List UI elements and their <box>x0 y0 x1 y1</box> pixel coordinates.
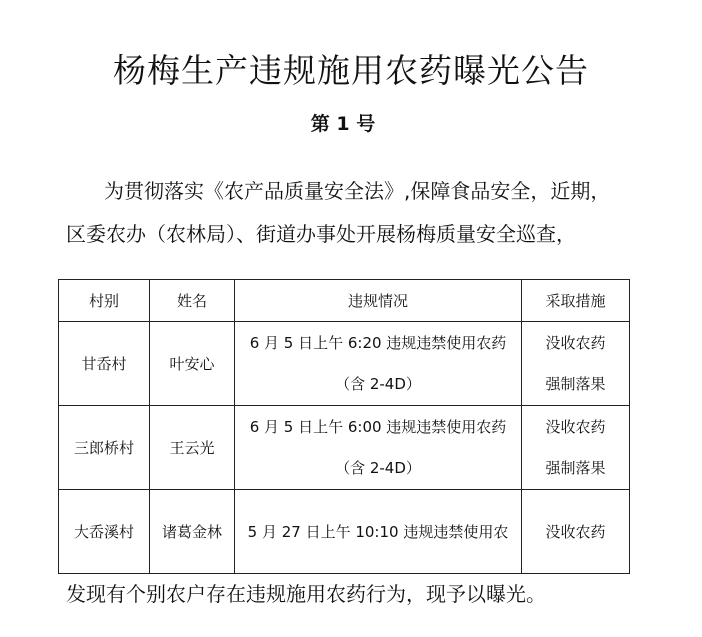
intro-paragraph-line-2: 区委农办（农林局）、街道办事处开展杨梅质量安全巡查， <box>66 222 576 246</box>
measure-line: 没收农药 <box>545 333 606 352</box>
cell-measures <box>522 406 630 490</box>
measure-line: 强制落果 <box>545 374 606 393</box>
document-title: 杨梅生产违规施用农药曝光公告 <box>113 51 589 90</box>
table-row <box>59 406 630 490</box>
violations-table <box>58 279 630 574</box>
violation-line: （含 2-4D） <box>335 458 421 477</box>
violation-line: 6 月 5 日上午 6:20 违规违禁使用农药 <box>249 333 507 352</box>
table-row <box>59 490 630 574</box>
header-violation: 违规情况 <box>235 280 522 322</box>
cell-name: 王云光 <box>150 406 235 490</box>
measure-line: 没收农药 <box>545 417 606 436</box>
cell-name: 叶安心 <box>150 322 235 406</box>
cell-violation: 5 月 27 日上午 10:10 违规违禁使用农 <box>235 490 522 574</box>
cell-name: 诸葛金林 <box>150 490 235 574</box>
violation-line: （含 2-4D） <box>335 374 421 393</box>
cell-village: 大岙溪村 <box>59 490 150 574</box>
cell-village: 三郎桥村 <box>59 406 150 490</box>
cell-measures <box>522 322 630 406</box>
table-header-row <box>59 280 630 322</box>
header-measures: 采取措施 <box>522 280 630 322</box>
closing-paragraph: 发现有个别农户存在违规施用农药行为，现予以曝光。 <box>66 582 546 606</box>
cell-village: 甘岙村 <box>59 322 150 406</box>
cell-violation <box>235 322 522 406</box>
cell-measures: 没收农药 <box>522 490 630 574</box>
measure-line: 强制落果 <box>545 458 606 477</box>
header-village: 村别 <box>59 280 150 322</box>
notice-number: 第 1 号 <box>310 113 376 135</box>
table-row <box>59 322 630 406</box>
intro-paragraph-line-1: 为贯彻落实《农产品质量安全法》,保障食品安全，近期， <box>104 179 611 203</box>
violation-line: 6 月 5 日上午 6:00 违规违禁使用农药 <box>249 417 507 436</box>
cell-violation <box>235 406 522 490</box>
header-name: 姓名 <box>150 280 235 322</box>
